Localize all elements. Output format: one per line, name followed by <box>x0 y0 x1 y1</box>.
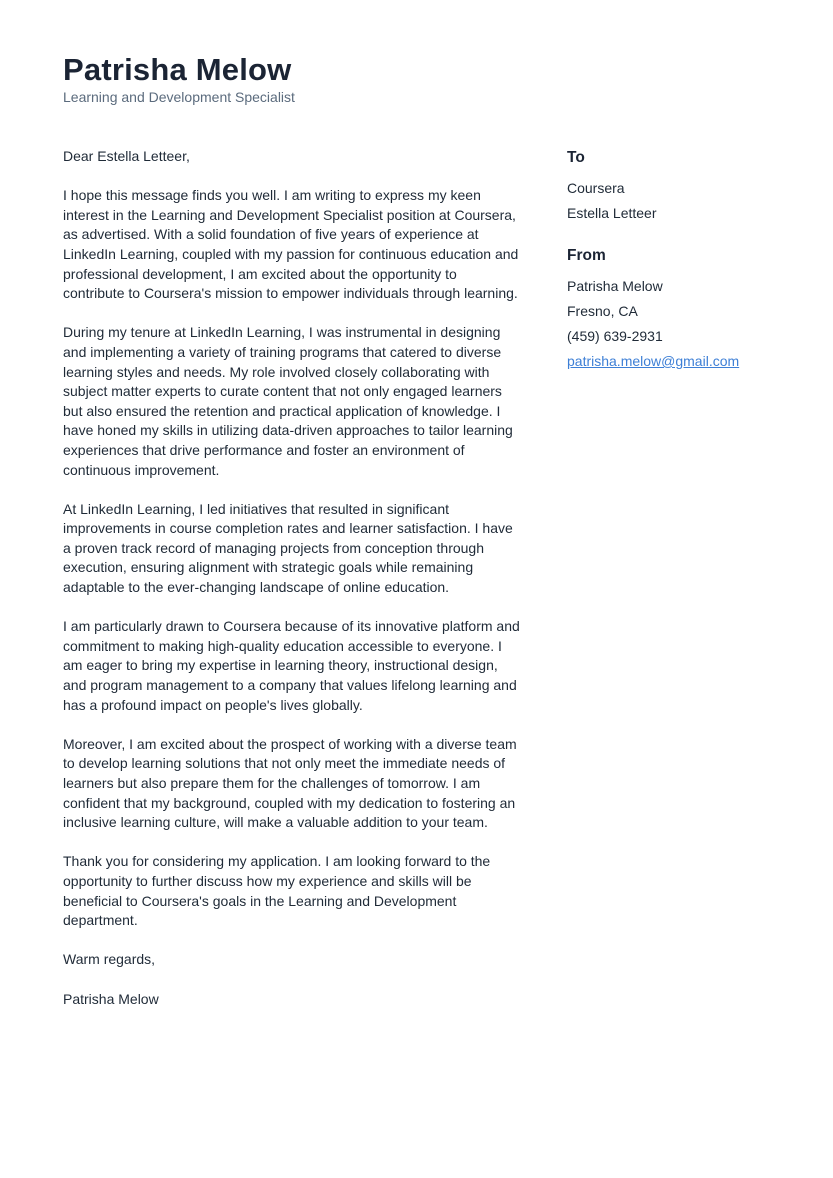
paragraph-1: I hope this message finds you well. I am writing to express my keen interest in the Learning and Development Specialist position at Coursera, as advertised. With a solid foundation of five years of experience at LinkedIn Learning, coupled with my passion for continuous education and professional development, I am excited about the opportunity to contribute to Coursera's mission to empower individuals through learning. <box>63 187 519 302</box>
sender-title: Learning and Development Specialist <box>63 89 295 105</box>
paragraph-3: At LinkedIn Learning, I led initiatives that resulted in significant improvements in course completion rates and learner satisfaction. I have a proven track record of managing projects from conception through execution, ensuring alignment with strategic goals while remaining adaptable to the ever-changing landscape of online education. <box>63 500 513 596</box>
from-location: Fresno, CA <box>567 303 638 319</box>
paragraph-6: Thank you for considering my application. I am looking forward to the opportunity to further discuss how my experience and skills will be beneficial to Coursera's goals in the Learning and Development department. <box>63 853 491 929</box>
from-phone: (459) 639-2931 <box>567 328 663 344</box>
email-link[interactable]: patrisha.melow@gmail.com <box>567 353 740 369</box>
to-recipient: Estella Letteer <box>567 205 657 221</box>
closing: Warm regards, <box>63 951 156 968</box>
to-heading: To <box>567 149 585 166</box>
header <box>63 52 295 106</box>
sidebar <box>567 148 807 394</box>
signature: Patrisha Melow <box>63 990 159 1007</box>
from-email-row <box>567 349 807 374</box>
from-section <box>567 246 807 374</box>
sender-name: Patrisha Melow <box>63 52 292 87</box>
from-name: Patrisha Melow <box>567 278 663 294</box>
salutation: Dear Estella Letteer, <box>63 148 190 164</box>
paragraph-5: Moreover, I am excited about the prospect of working with a diverse team to develop learning solutions that not only meet the immediate needs of learners but also prepare them for the challenges of tomorrow. I am confident that my background, coupled with my dedication to fostering an inclusive learning culture, will make a valuable addition to your team. <box>63 735 517 831</box>
from-heading: From <box>567 247 606 264</box>
to-section <box>567 148 807 226</box>
letter-body <box>63 147 521 1029</box>
paragraph-4: I am particularly drawn to Coursera because of its innovative platform and commitment to making high-quality education accessible to everyone. I am eager to bring my expertise in learning theory, instructional design, and program management to a company that values lifelong learning and has a profound impact on people's lives globally. <box>63 618 520 713</box>
to-company: Coursera <box>567 180 625 196</box>
paragraph-2: During my tenure at LinkedIn Learning, I was instrumental in designing and implementing a variety of training programs that catered to diverse learning styles and needs. My role involved closely collaborating with subject matter experts to curate content that not only engaged learners but also ensured the retention and practical application of knowledge. I have honed my skills in utilizing data-driven approaches to tailor learning experiences that drive performance and foster an environment of continuous improvement. <box>63 324 513 478</box>
